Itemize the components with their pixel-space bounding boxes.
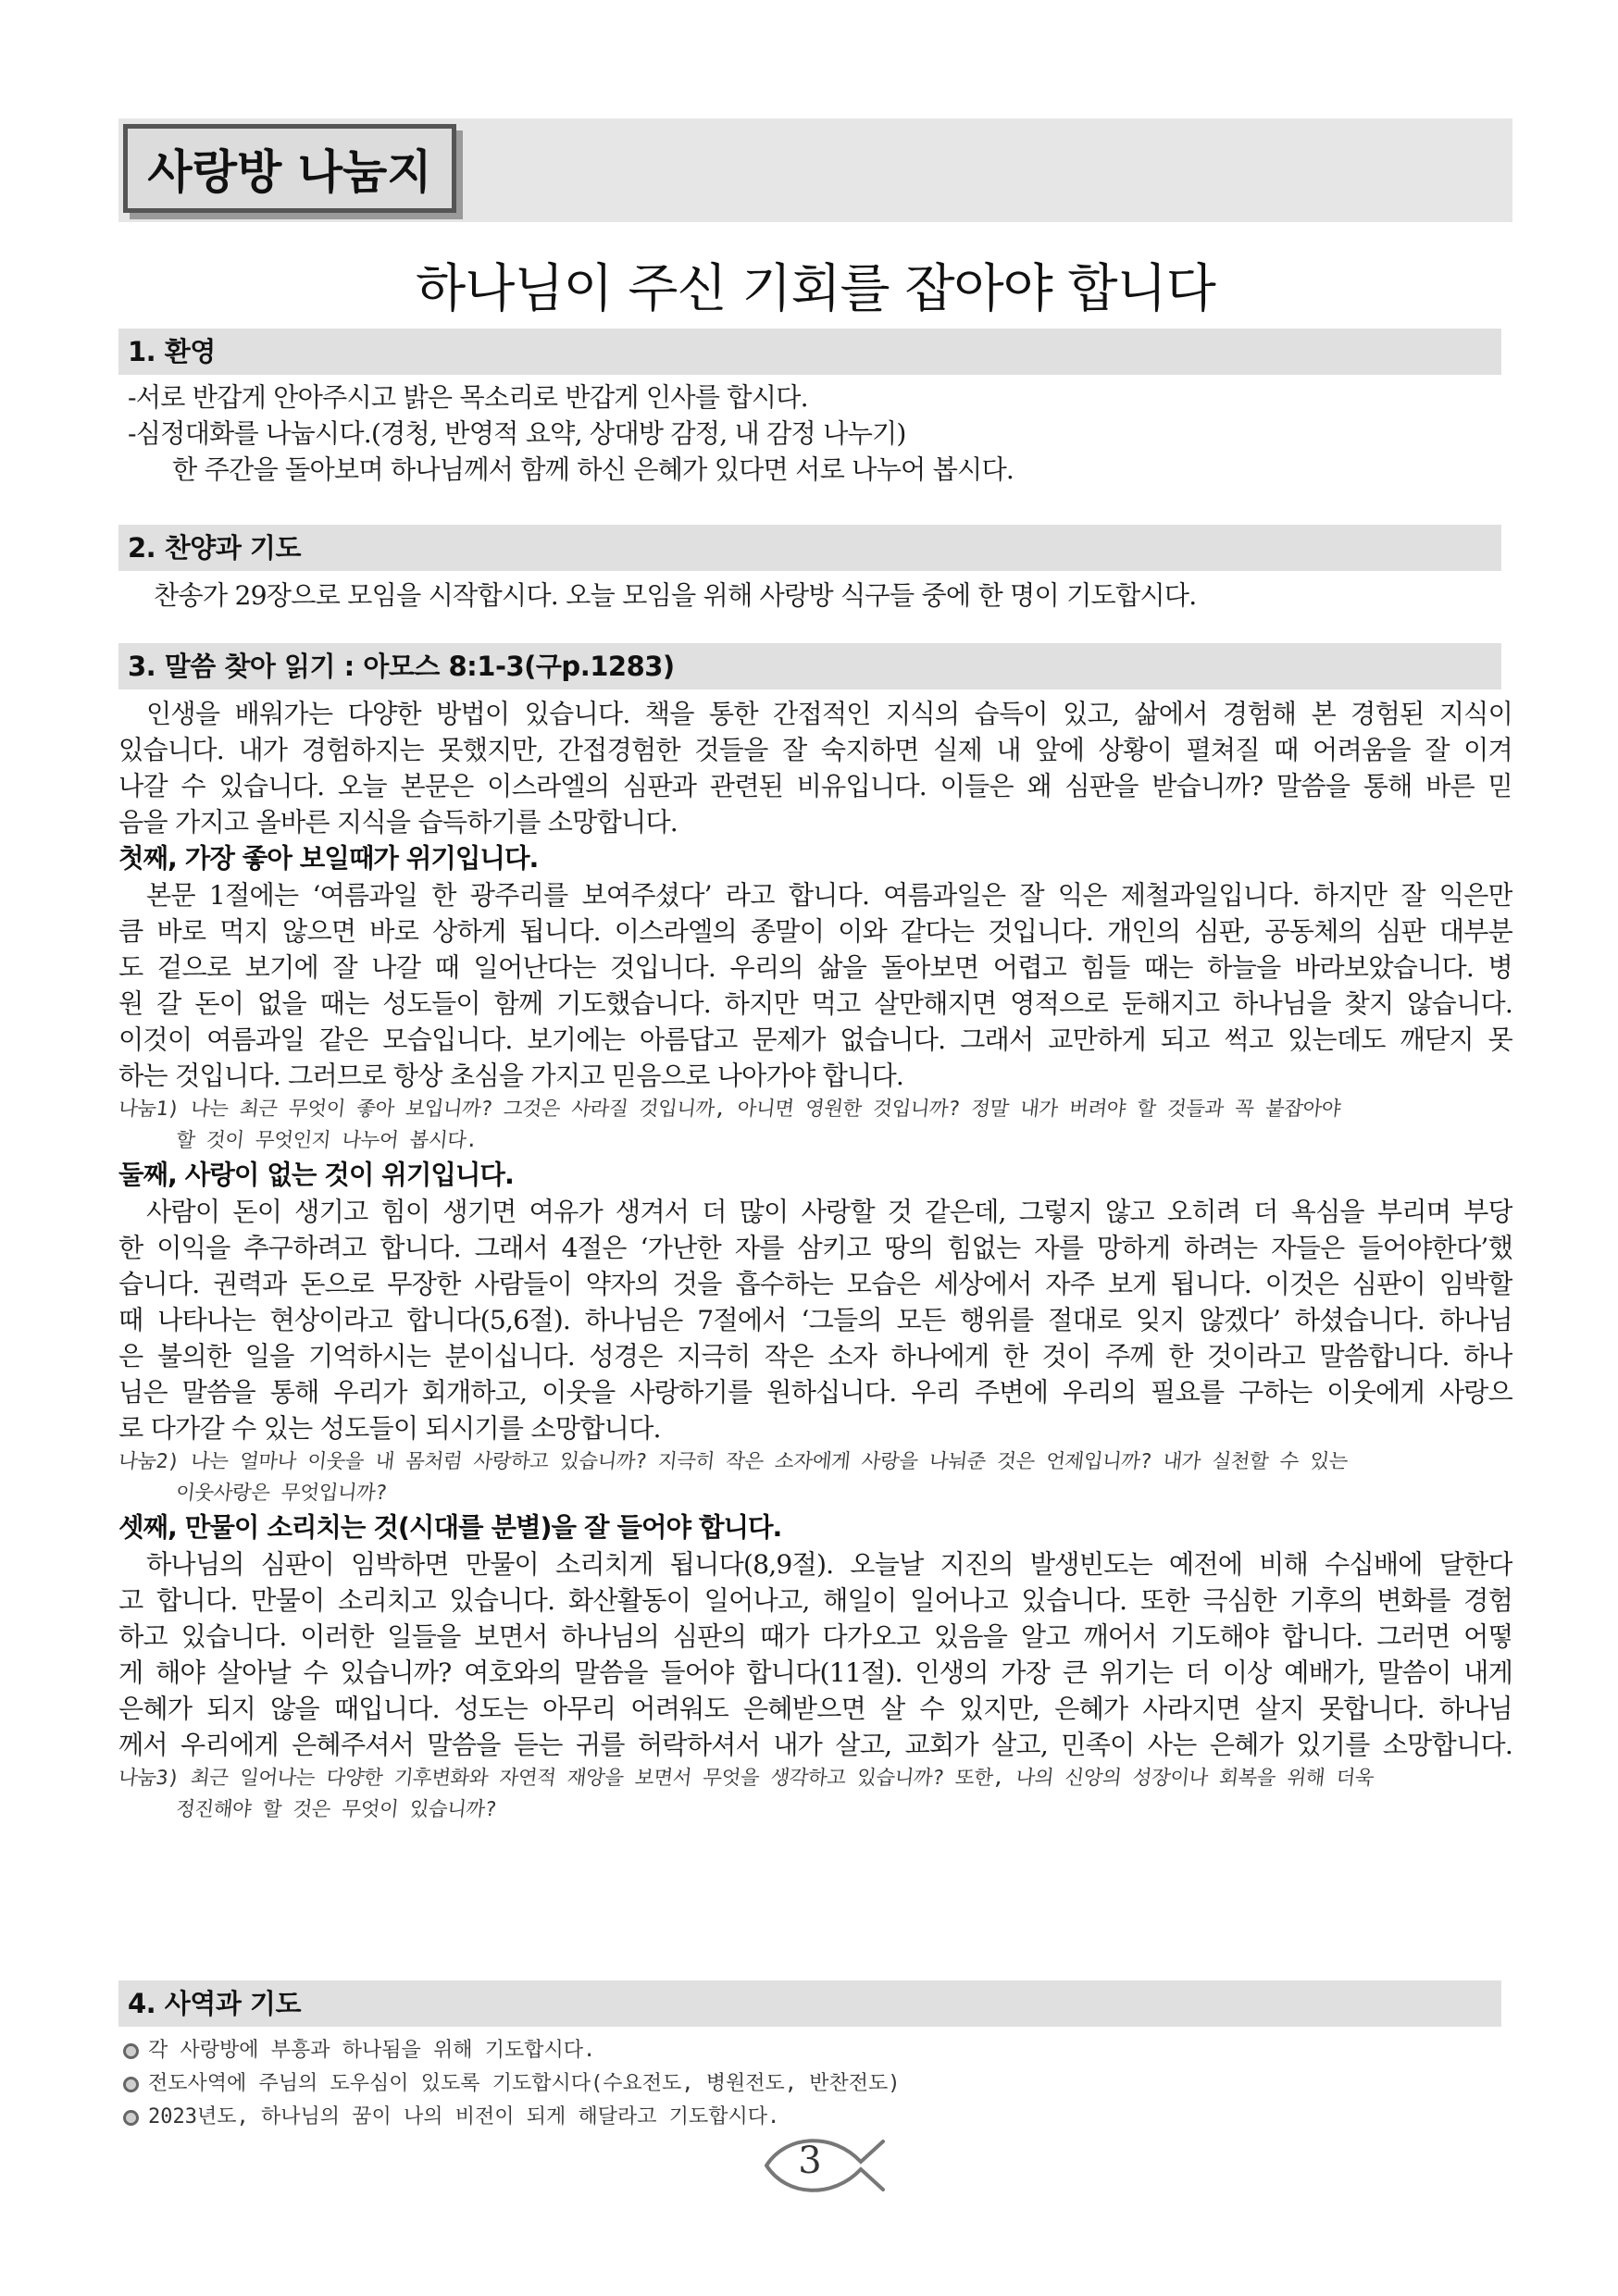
body-line: 로 다가갈 수 있는 성도들이 되시기를 소망합니다.	[118, 1413, 661, 1444]
prayer-item-text: 2023년도, 하나님의 꿈이 나의 비전이 되게 해달라고 기도합시다.	[148, 2105, 780, 2128]
praise-text	[154, 577, 1548, 614]
list-item	[123, 2034, 1141, 2067]
scripture-body	[118, 696, 1512, 1826]
list-item	[123, 2101, 1141, 2134]
body-line: 큼 바로 먹지 않으면 바로 상하게 됩니다. 이스라엘의 종말이 이와 같다는 것입니다. 개인의 심판, 공동체의 심판 대부분	[118, 916, 1512, 947]
share-question-1: 나눔1) 나는 최근 무엇이 좋아 보입니까? 그것은 사라질 것입니까, 아니면 영원한 것입니까? 정말 내가 버려야 할 것들과 꼭 붙잡아야	[117, 1098, 1342, 1121]
body-line: 고 합니다. 만물이 소리치고 있습니다. 화산활동이 일어나고, 해일이 일어나고 있습니다. 또한 극심한 기후의 변화를 경험	[118, 1585, 1512, 1616]
body-line: 나갈 수 있습니다. 오늘 본문은 이스라엘의 심판과 관련된 비유입니다. 이들은 왜 심판을 받습니까? 말씀을 통해 바른 믿	[118, 771, 1512, 801]
section-heading-welcome: 1. 환영	[118, 329, 1501, 375]
prayer-item-text: 각 사랑방에 부흥과 하나됨을 위해 기도합시다.	[148, 2039, 596, 2062]
prayer-list	[123, 2034, 1141, 2134]
welcome-line: -서로 반갑게 안아주시고 밝은 목소리로 반갑게 인사를 합시다.	[128, 382, 808, 413]
body-line: 은 불의한 일을 기억하시는 분이십니다. 성경은 지극히 작은 소자 하나에게 한 것이 주께 한 것이라고 말씀합니다. 하나	[118, 1341, 1512, 1371]
body-line: 께서 우리에게 은혜주셔서 말씀을 듣는 귀를 허락하셔서 내가 살고, 교회가 살고, 민족이 사는 은혜가 있기를 소망합니다.	[118, 1730, 1512, 1760]
bullet-circle-icon	[123, 2077, 139, 2092]
welcome-line: -심정대화를 나눕시다.(경청, 반영적 요약, 상대방 감정, 내 감정 나누기)	[128, 418, 906, 449]
body-line: 인생을 배워가는 다양한 방법이 있습니다. 책을 통한 간접적인 지식의 습득이 있고, 삶에서 경험해 본 경험된 지식이	[146, 699, 1512, 729]
share-question-2-cont: 이웃사랑은 무엇입니까?	[174, 1482, 388, 1505]
welcome-line: 한 주간을 돌아보며 하나님께서 함께 하신 은혜가 있다면 서로 나누어 봅시다.	[172, 454, 1014, 485]
body-line: 은혜가 되지 않을 때입니다. 성도는 아무리 어려워도 은혜받으면 살 수 있지만, 은혜가 사라지면 살지 못합니다. 하나님	[118, 1694, 1512, 1724]
share-question-2: 나눔2) 나는 얼마나 이웃을 내 몸처럼 사랑하고 있습니까? 지극히 작은 소자에게 사랑을 나눠준 것은 언제입니까? 내가 실천할 수 있는	[117, 1450, 1350, 1473]
bullet-circle-icon	[123, 2043, 139, 2059]
page-title: 하나님이 주신 기회를 잡아야 합니다	[416, 259, 1215, 319]
point-heading-2: 둘째, 사랑이 없는 것이 위기입니다.	[118, 1160, 514, 1190]
body-line: 있습니다. 내가 경험하지는 못했지만, 간접경험한 것들을 잘 숙지하면 실제 내 앞에 상황이 펼쳐질 때 어려움을 잘 이겨	[118, 735, 1512, 765]
body-line: 하고 있습니다. 이러한 일들을 보면서 하나님의 심판의 때가 다가오고 있음을 알고 깨어서 기도해야 합니다. 그러면 어떻	[118, 1621, 1512, 1652]
body-line: 본문 1절에는 ‘여름과일 한 광주리를 보여주셨다’ 라고 합니다. 여름과일은 잘 익은 제철과일입니다. 하지만 잘 익은만	[146, 880, 1512, 911]
body-line: 한 이익을 추구하려고 합니다. 그래서 4절은 ‘가난한 자를 삼키고 땅의 힘없는 자를 망하게 하려는 자들은 들어야한다’했	[118, 1233, 1512, 1263]
share-question-1-cont: 할 것이 무엇인지 나누어 봅시다.	[174, 1129, 479, 1152]
point-heading-1: 첫째, 가장 좋아 보일때가 위기입니다.	[118, 843, 539, 874]
share-question-3: 나눔3) 최근 일어나는 다양한 기후변화와 자연적 재앙을 보면서 무엇을 생각하고 있습니까? 또한, 나의 신앙의 성장이나 회복을 위해 더욱	[117, 1767, 1375, 1790]
body-line: 하나님의 심판이 임박하면 만물이 소리치게 됩니다(8,9절). 오늘날 지진의 발생빈도는 예전에 비해 수십배에 달한다	[146, 1549, 1512, 1580]
bullet-circle-icon	[123, 2110, 139, 2126]
body-line: 하는 것입니다. 그러므로 항상 초심을 가지고 믿음으로 나아가야 합니다.	[118, 1061, 904, 1091]
body-line: 습니다. 권력과 돈으로 무장한 사람들이 약자의 것을 흡수하는 모습은 세상에서 자주 보게 됩니다. 이것은 심판이 임박할	[118, 1269, 1512, 1299]
body-line: 때 나타나는 현상이라고 합니다(5,6절). 하나님은 7절에서 ‘그들의 모든 행위를 절대로 잊지 않겠다’ 하셨습니다. 하나님	[118, 1305, 1512, 1335]
page-number-text: 3	[798, 2140, 822, 2182]
section-heading-scripture: 3. 말씀 찾아 읽기 : 아모스 8:1-3(구p.1283)	[118, 643, 1501, 689]
body-line: 도 겉으로 보기에 잘 나갈 때 일어난다는 것입니다. 우리의 삶을 돌아보면 어렵고 힘들 때는 하늘을 바라보았습니다. 병	[118, 952, 1512, 983]
body-line: 원 갈 돈이 없을 때는 성도들이 함께 기도했습니다. 하지만 먹고 살만해지면 영적으로 둔해지고 하나님을 찾지 않습니다.	[118, 988, 1512, 1019]
page-number	[759, 2128, 889, 2203]
body-line: 게 해야 살아날 수 있습니까? 여호와의 말씀을 들어야 합니다(11절). 인생의 가장 큰 위기는 더 이상 예배가, 말씀이 내게	[118, 1657, 1512, 1688]
section-label-box: 사랑방 나눔지	[123, 124, 456, 213]
body-line: 사람이 돈이 생기고 힘이 생기면 여유가 생겨서 더 많이 사랑할 것 같은데, 그렇지 않고 오히려 더 욕심을 부리며 부당	[146, 1197, 1512, 1227]
prayer-item-text: 전도사역에 주님의 도우심이 있도록 기도합시다(수요전도, 병원전도, 반찬전도)	[148, 2072, 901, 2095]
body-line: 님은 말씀을 통해 우리가 회개하고, 이웃을 사랑하기를 원하십니다. 우리 주변에 우리의 필요를 구하는 이웃에게 사랑으	[118, 1377, 1512, 1408]
list-item	[123, 2067, 1141, 2101]
praise-line: 찬송가 29장으로 모임을 시작합시다. 오늘 모임을 위해 사랑방 식구들 중에 한 명이 기도합시다.	[154, 580, 1197, 611]
section-heading-praise: 2. 찬양과 기도	[118, 525, 1501, 571]
section-heading-ministry: 4. 사역과 기도	[118, 1980, 1501, 2027]
body-line: 음을 가지고 올바른 지식을 습득하기를 소망합니다.	[118, 807, 678, 838]
body-line: 이것이 여름과일 같은 모습입니다. 보기에는 아름답고 문제가 없습니다. 그래서 교만하게 되고 썩고 있는데도 깨닫지 못	[118, 1024, 1512, 1055]
point-heading-3: 셋째, 만물이 소리치는 것(시대를 분별)을 잘 들어야 합니다.	[118, 1512, 782, 1543]
welcome-text	[128, 379, 1522, 488]
share-question-3-cont: 정진해야 할 것은 무엇이 있습니까?	[174, 1798, 498, 1821]
